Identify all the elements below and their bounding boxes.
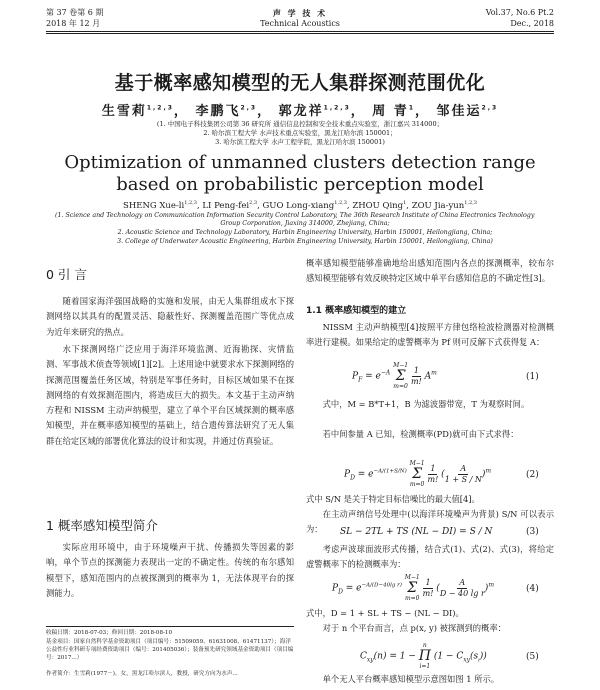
- paragraph-fig1: 单个无人平台概率感知模型示意图如图 1 所示。: [322, 674, 500, 684]
- author-sup: 1: [403, 200, 407, 206]
- fraction: $\frac{1}{m!}$: [427, 463, 439, 484]
- equation-3-label: (3): [526, 527, 539, 537]
- header-rule: [46, 31, 554, 32]
- author-sup: 2,3: [249, 200, 258, 206]
- author-sup: 1: [408, 104, 415, 112]
- journal-volume: 第 37 卷第 6 期: [46, 8, 104, 17]
- author-cn: 邹佳运: [436, 104, 482, 119]
- journal-date-cn: 2018 年 12 月: [46, 19, 101, 28]
- equation-5: $C_{xy}(n) = 1$ − n Π i=1 $(1 - C_{xy}(s_i))$: [360, 642, 487, 670]
- author-sup: 1,2,3: [464, 200, 477, 206]
- author-list-cn: 生雪莉$^{1,2,3}$， 李鹏飞$^{2,3}$， 郭龙祥$^{1,2,3}$， 周 青$^1$， 邹佳运$^{2,3}$: [101, 104, 499, 119]
- affiliation-cn-3: 3. 哈尔滨工程大学 水声工程学院，黑龙江哈尔滨 150001): [215, 138, 385, 146]
- sum-symbol: M−1 Σ m=0: [409, 460, 425, 488]
- equation-3: SL − 2TL + TS (NL − DI) = S / N: [340, 527, 493, 537]
- footnote-rule: [46, 626, 294, 627]
- footnote-author: 作者简介：生雪莉(1977－)，女，黑龙江哈尔滨人，教授，研究方向为水声...: [46, 671, 238, 677]
- equation-4-label: (4): [526, 584, 539, 594]
- fraction: $\frac{A}{1 + S / N}$: [444, 463, 482, 484]
- journal-date-en: Dec., 2018: [510, 19, 554, 28]
- paragraph-cont: 概率感知模型能够准确地给出感知范围内各点的探测概率，较布尔感知模型能够有效反映特定区域中单平台感知信息的不确定性[3]。: [306, 258, 554, 284]
- equation-1: $P_F = e^{-A}$ M−1 Σ m=0 $\frac{1}{m!}$ $A^m$: [352, 362, 437, 390]
- paper-title-en: Optimization of unmanned clusters detection range based on probabilistic perception model: [64, 152, 536, 195]
- paper-title-cn: 基于概率感知模型的无人集群探测范围优化: [114, 72, 486, 94]
- footnote-fund: 基金项目：国家自然科学基金资助项目（项目编号：51509059、61631008、61471137）；海洋公益性行业科研专项经费资助项目（编号：201405036）；装备预先研究领域基金资助项目（项目编号：2017...）: [46, 639, 294, 662]
- author-sup: 1,2,3: [146, 104, 174, 112]
- equation-2-label: (2): [526, 470, 539, 480]
- section-0-heading: 0 引 言: [46, 267, 87, 282]
- journal-issue-en: Vol.37, No.6 Pt.2: [485, 8, 554, 17]
- equation-5-label: (5): [526, 652, 539, 662]
- equation-1-label: (1): [526, 372, 539, 382]
- fraction: $\frac{1}{m!}$: [410, 365, 422, 386]
- affiliation-cn-1: (1. 中国电子科技集团公司第 36 研究所 通信信息控制和安全技术重点实验室，浙江嘉兴 314000；: [156, 120, 444, 128]
- sum-symbol: M−1 Σ m=0: [404, 574, 420, 602]
- author-cn: 周 青: [372, 104, 409, 119]
- header-rule-thin: [46, 33, 554, 34]
- author-cn: 生雪莉: [101, 104, 147, 119]
- paragraph-pd: 若中间参量 A 已知，检测概率(PD)就可由下式求得：: [322, 429, 519, 439]
- affiliation-en-1b: Group Corporation, Jiaxing 314000, Zhejiang, China;: [220, 220, 390, 227]
- author-en: ZHOU Qing: [352, 200, 404, 211]
- paragraph-n-platform: 对于 n 个平台而言，点 p(x, y) 被探测到的概率：: [322, 623, 506, 633]
- product-symbol: n Π i=1: [418, 642, 431, 670]
- paragraph-snr: 式中 S/N 是关于特定目标信噪比的最大值[4]。: [306, 494, 480, 504]
- author-sup: 2,3: [240, 104, 258, 112]
- author-sup: 1,2,3: [334, 200, 347, 206]
- author-sup: 2,3: [481, 104, 499, 112]
- footnote-received: 收稿日期：2018-07-03；修回日期：2018-08-10: [46, 630, 173, 636]
- affiliation-en-1: (1. Science and Technology on Communication Information Security Control Laboratory, The 36th Research Institute of China Electronics Technology: [55, 212, 535, 219]
- paragraph-nissm: NISSM 主动声纳模型[4]按照平方律包络检波检测器对检测概率进行建模。如果给定的虚警概率为 Pf 则可反解下式获得复 A：: [306, 322, 554, 348]
- paragraph-intro-2: 水下探测网络广泛应用于海洋环境监测、近海勘探、灾情监测、军事战术侦查等领域[1][2]。上述用途中就要求水下探测网络的探测范围覆盖任务区域，特别是军事任务时，目标区域如果不在探测网络的有效探测范围内，将造成巨大的损失。本文基于主动声纳方程和 NISSM 主动声纳模型，建立了单个平台区域探测的概率感知模型，并在概率感知模型的基础上，结合遗传算法研究了无人集群在给定区域的部署优化算法的设计和实现，并通过仿真验证。: [46, 344, 294, 446]
- journal-name-en: Technical Acoustics: [260, 19, 340, 28]
- author-en: ZOU Jia-yun: [411, 200, 465, 211]
- paragraph-eq1-desc: 式中，M = B*T+1，B 为滤波器带宽，T 为观察时间。: [322, 399, 530, 409]
- sum-symbol: M−1 Σ m=0: [393, 362, 409, 390]
- paragraph-d-def: 式中，D = 1 + SL + TS − (NL − DI)。: [306, 608, 464, 618]
- affiliation-en-2: 2. Acoustic Science and Technology Laboratory, Harbin Engineering University, Harbin 150001, Heilongjiang, China;: [117, 229, 493, 236]
- author-en: SHENG Xue-li: [123, 200, 185, 211]
- paragraph-sec1-1: 实际应用环境中，由于环境噪声干扰、传播损失等因素的影响，单个节点的探测能力表现出一定的不确定性。传统的布尔感知模型下，感知范围内的点被探测到的概率为 1，无法体现平台的探测能力。: [46, 542, 294, 598]
- fraction: $\frac{1}{m!}$: [422, 577, 434, 598]
- paragraph-intro-1: 随着国家海洋强国战略的实施和发展，由无人集群组成水下探测网络以其具有的配置灵活、隐蔽性好、探测覆盖范围广等优点成为近年来研究的热点。: [46, 296, 294, 337]
- author-en: LI Peng-fei: [202, 200, 250, 211]
- author-sup: 1,2,3: [184, 200, 197, 206]
- paragraph-sonar: 在主动声纳信号处理中(以海洋环境噪声为背景) S/N 可以表示为：: [306, 509, 554, 535]
- journal-name-cn: 声 学 技 术: [272, 8, 328, 18]
- author-list-en: SHENG Xue-li$^{1,2,3}$, LI Peng-fei$^{2,3}$, GUO Long-xiang$^{1,2,3}$, ZHOU Qing$^1$, ZOU Jia-yun$^{1,2,3}$: [123, 200, 477, 211]
- fraction: $\frac{A}{\text{D − 40 lg r}}$: [439, 577, 485, 598]
- affiliation-en-3: 3. College of Underwater Acoustic Engineering, Harbin Engineering University, Harbin 150001, Heilongjiang, China): [117, 238, 493, 245]
- author-sup: 1,2,3: [323, 104, 351, 112]
- equation-2: $P_D = e^{-A/(1+S/N)}$ M−1 Σ m=0 $\frac{1}{m!}$ ( $\frac{A}{1 + S / N}$ )$^m$: [344, 460, 492, 488]
- author-en: GUO Long-xiang: [262, 200, 335, 211]
- author-cn: 郭龙祥: [278, 104, 324, 119]
- affiliation-cn-2: 2. 哈尔滨工程大学 水声技术重点实验室，黑龙江哈尔滨 150001；: [203, 129, 397, 137]
- equation-4: $P_D = e^{-A/(D-40lg r)}$ M−1 Σ m=0 $\frac{1}{m!}$ ( $\frac{A}{\text{D − 40 lg r}}$ )$^m$: [332, 574, 495, 602]
- author-cn: 李鹏飞: [195, 104, 241, 119]
- section-1-heading: 1 概率感知模型简介: [46, 518, 158, 533]
- subsection-1-1-heading: 1.1 概率感知模型的建立: [306, 306, 407, 316]
- paragraph-spherical: 考虑声波球面波形式传播，结合式(1)、式(2)、式(3)，将给定虚警概率下的检测概率为：: [306, 544, 554, 570]
